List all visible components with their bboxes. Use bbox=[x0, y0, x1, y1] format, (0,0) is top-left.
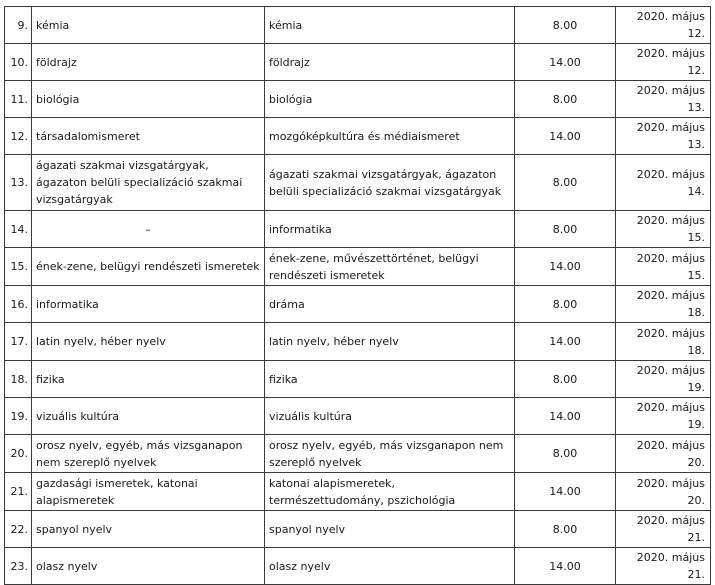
table-row bbox=[5, 435, 711, 473]
table-row bbox=[5, 286, 711, 323]
subject-cell-b: orosz nyelv, egyéb, más vizsganapon nem szereplő nyelvek bbox=[265, 435, 515, 473]
date-cell: 2020. május 18. bbox=[616, 323, 711, 361]
row-number: 15. bbox=[5, 248, 32, 286]
time-cell: 8.00 bbox=[515, 286, 616, 323]
subject-cell-a: kémia bbox=[32, 7, 265, 44]
subject-cell-a: spanyol nyelv bbox=[32, 511, 265, 548]
table-row bbox=[5, 7, 711, 44]
subject-cell-b: dráma bbox=[265, 286, 515, 323]
date-cell: 2020. május 12. bbox=[616, 44, 711, 81]
row-number: 10. bbox=[5, 44, 32, 81]
table-row bbox=[5, 211, 711, 248]
row-number: 11. bbox=[5, 81, 32, 118]
exam-schedule bbox=[4, 6, 711, 585]
subject-cell-a: informatika bbox=[32, 286, 265, 323]
table-row bbox=[5, 248, 711, 286]
time-cell: 8.00 bbox=[515, 435, 616, 473]
table-row bbox=[5, 361, 711, 398]
row-number: 9. bbox=[5, 7, 32, 44]
subject-cell-a: ének-zene, belügyi rendészeti ismeretek bbox=[32, 248, 265, 286]
row-number: 14. bbox=[5, 211, 32, 248]
subject-cell-a: ágazati szakmai vizsgatárgyak, ágazaton belüli specializáció szakmai vizsgatárgyak bbox=[32, 155, 265, 211]
subject-cell-b: kémia bbox=[265, 7, 515, 44]
date-cell: 2020. május 12. bbox=[616, 7, 711, 44]
time-cell: 8.00 bbox=[515, 361, 616, 398]
subject-cell-a: olasz nyelv bbox=[32, 548, 265, 585]
date-cell: 2020. május 21. bbox=[616, 511, 711, 548]
date-cell: 2020. május 20. bbox=[616, 435, 711, 473]
row-number: 16. bbox=[5, 286, 32, 323]
subject-cell-a: orosz nyelv, egyéb, más vizsganapon nem szereplő nyelvek bbox=[32, 435, 265, 473]
table-row bbox=[5, 323, 711, 361]
date-cell: 2020. május 15. bbox=[616, 211, 711, 248]
date-cell: 2020. május 20. bbox=[616, 473, 711, 511]
date-cell: 2020. május 13. bbox=[616, 118, 711, 155]
table-row bbox=[5, 81, 711, 118]
date-cell: 2020. május 14. bbox=[616, 155, 711, 211]
time-cell: 8.00 bbox=[515, 81, 616, 118]
subject-cell-a: biológia bbox=[32, 81, 265, 118]
subject-cell-b: fizika bbox=[265, 361, 515, 398]
subject-cell-b: biológia bbox=[265, 81, 515, 118]
subject-cell-a: latin nyelv, héber nyelv bbox=[32, 323, 265, 361]
row-number: 22. bbox=[5, 511, 32, 548]
table-row bbox=[5, 548, 711, 585]
date-cell: 2020. május 15. bbox=[616, 248, 711, 286]
time-cell: 14.00 bbox=[515, 323, 616, 361]
subject-cell-b: spanyol nyelv bbox=[265, 511, 515, 548]
subject-cell-b: olasz nyelv bbox=[265, 548, 515, 585]
subject-cell-b: mozgóképkultúra és médiaismeret bbox=[265, 118, 515, 155]
time-cell: 8.00 bbox=[515, 155, 616, 211]
date-cell: 2020. május 13. bbox=[616, 81, 711, 118]
date-cell: 2020. május 21. bbox=[616, 548, 711, 585]
table-row bbox=[5, 473, 711, 511]
time-cell: 8.00 bbox=[515, 7, 616, 44]
date-cell: 2020. május 19. bbox=[616, 361, 711, 398]
subject-cell-b: ágazati szakmai vizsgatárgyak, ágazaton belüli specializáció szakmai vizsgatárgyak bbox=[265, 155, 515, 211]
time-cell: 14.00 bbox=[515, 44, 616, 81]
time-cell: 8.00 bbox=[515, 511, 616, 548]
table-row bbox=[5, 398, 711, 435]
table-row bbox=[5, 511, 711, 548]
subject-cell-b: ének-zene, művészettörténet, belügyi rendészeti ismeretek bbox=[265, 248, 515, 286]
subject-cell-b: informatika bbox=[265, 211, 515, 248]
date-cell: 2020. május 19. bbox=[616, 398, 711, 435]
subject-cell-b: latin nyelv, héber nyelv bbox=[265, 323, 515, 361]
time-cell: 14.00 bbox=[515, 248, 616, 286]
time-cell: 14.00 bbox=[515, 398, 616, 435]
row-number: 18. bbox=[5, 361, 32, 398]
row-number: 20. bbox=[5, 435, 32, 473]
table-body bbox=[5, 7, 711, 585]
row-number: 13. bbox=[5, 155, 32, 211]
table-row bbox=[5, 118, 711, 155]
exam-schedule-table bbox=[4, 6, 711, 585]
row-number: 12. bbox=[5, 118, 32, 155]
date-cell: 2020. május 18. bbox=[616, 286, 711, 323]
time-cell: 14.00 bbox=[515, 473, 616, 511]
row-number: 17. bbox=[5, 323, 32, 361]
time-cell: 14.00 bbox=[515, 118, 616, 155]
subject-cell-b: földrajz bbox=[265, 44, 515, 81]
row-number: 19. bbox=[5, 398, 32, 435]
subject-cell-a: gazdasági ismeretek, katonai alapismeretek bbox=[32, 473, 265, 511]
row-number: 23. bbox=[5, 548, 32, 585]
subject-cell-a: társadalomismeret bbox=[32, 118, 265, 155]
time-cell: 14.00 bbox=[515, 548, 616, 585]
subject-cell-a: vizuális kultúra bbox=[32, 398, 265, 435]
subject-cell-b: vizuális kultúra bbox=[265, 398, 515, 435]
time-cell: 8.00 bbox=[515, 211, 616, 248]
table-row bbox=[5, 155, 711, 211]
subject-cell-a: földrajz bbox=[32, 44, 265, 81]
table-row bbox=[5, 44, 711, 81]
subject-cell-a: – bbox=[32, 211, 265, 248]
row-number: 21. bbox=[5, 473, 32, 511]
subject-cell-b: katonai alapismeretek, természettudomány, pszichológia bbox=[265, 473, 515, 511]
subject-cell-a: fizika bbox=[32, 361, 265, 398]
